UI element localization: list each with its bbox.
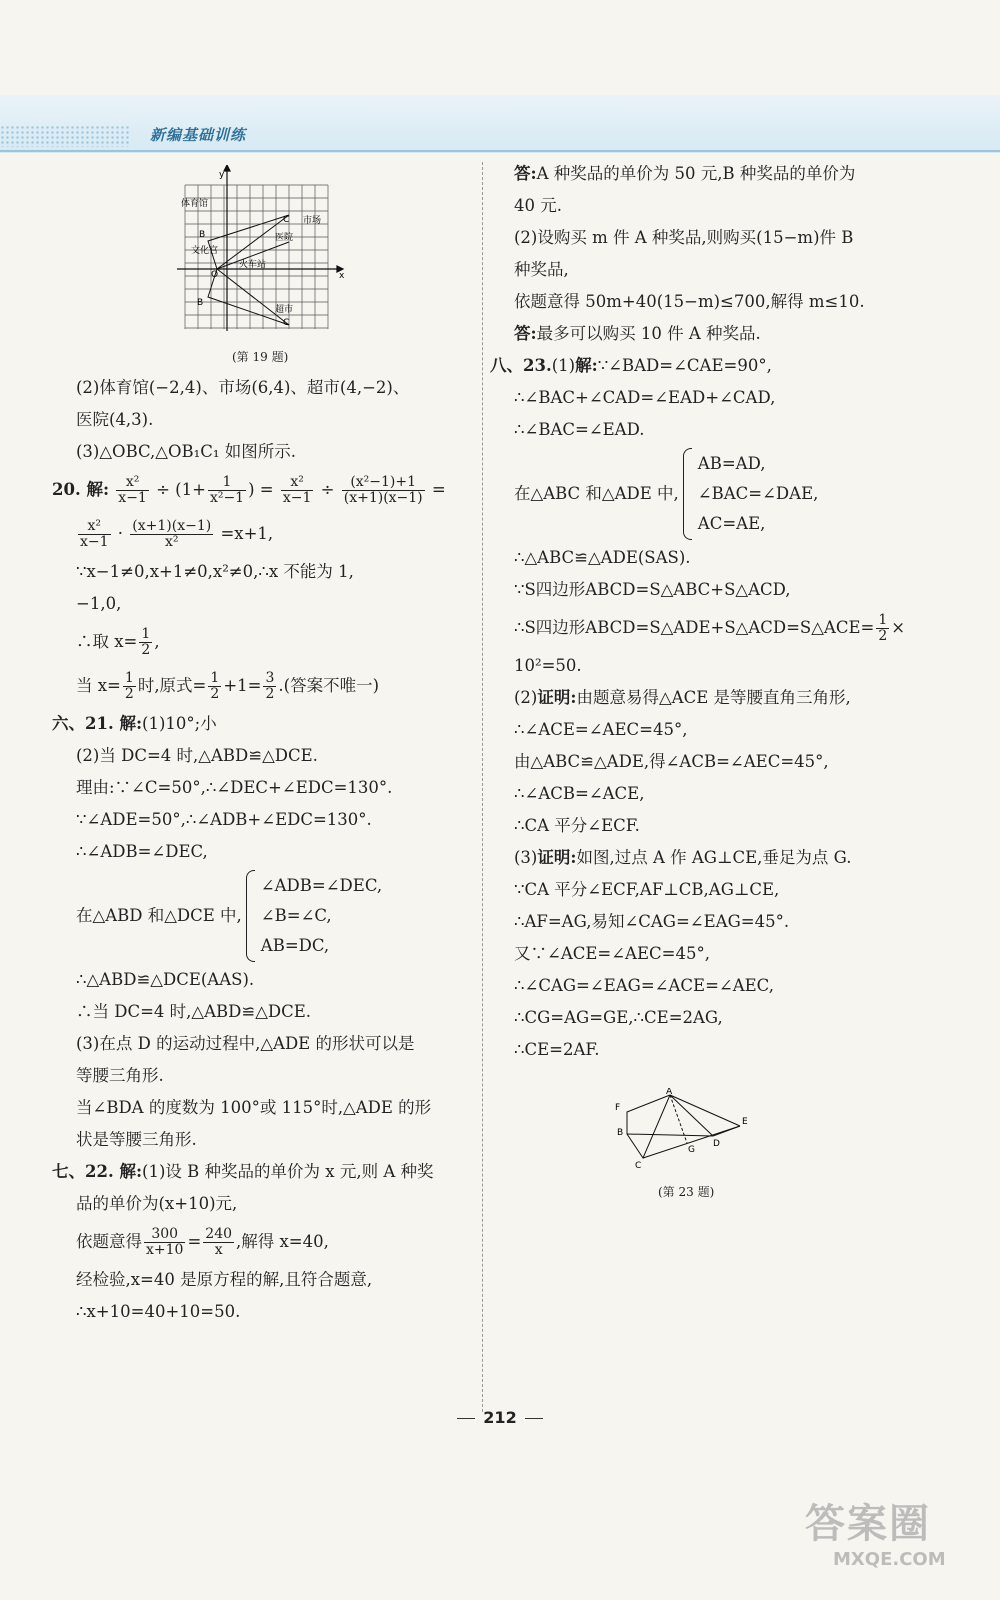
watermark (805, 1500, 985, 1590)
point-e-label: E (742, 1117, 748, 1127)
math-line: 当 x= $\frac{1}{2}$ 时,原式= $\frac{1}{2}$ +1= $\frac{3}{2}$ .(答案不唯一) (76, 670, 380, 702)
question-22-label: 七、22. 解: (52, 1162, 143, 1181)
point-c-label: C (635, 1161, 642, 1171)
math-line: 依题意得 $\frac{300}{x+10}$ = $\frac{240}{x}$ ,解得 x=40, (76, 1226, 329, 1258)
figure-23-geometry (615, 1088, 775, 1173)
point-g-label: G (688, 1145, 695, 1155)
question-23-line: 八、23.(1)解:∵∠BAD=∠CAE=90°, (490, 356, 772, 375)
text-line: ∴∠ACB=∠ACE, (514, 784, 645, 803)
text-line: ∴∠ACE=∠AEC=45°, (514, 720, 688, 739)
figure-19-caption: (第 19 题) (232, 350, 289, 364)
culture-palace-label: 文化宫 (191, 246, 219, 256)
point-a-label: A (666, 1088, 673, 1097)
fraction: $\frac{\text{(x²−1)+1}}{(x+1)(x-1)}$ (343, 474, 423, 506)
right-column (490, 158, 906, 1066)
text-line: 理由:∵∠C=50°,∴∠DEC+∠EDC=130°. (76, 778, 393, 797)
left-column (52, 372, 466, 1328)
math-line: ∴取 x= $\frac{1}{2}$ , (76, 626, 160, 658)
text-line: −1,0, (76, 594, 122, 613)
y-axis-label: y (219, 170, 225, 180)
text-line: 种奖品, (514, 260, 569, 279)
text-line: ∴CE=2AF. (514, 1040, 600, 1059)
text-line: ∵S四边形ABCD=S△ABC+S△ACD, (514, 580, 791, 599)
text-line: ∴CG=AG=GE,∴CE=2AG, (514, 1008, 723, 1027)
text-line: ∴AF=AG,易知∠CAG=∠EAG=45°. (514, 912, 790, 931)
hospital-label: 医院 (275, 233, 294, 243)
market-label: 市场 (303, 216, 322, 226)
fraction: $\frac{300}{x+10}$ (146, 1226, 184, 1258)
text-line: 由△ABC≌△ADE,得∠ACB=∠AEC=45°, (514, 752, 829, 771)
watermark-logo-text: 答案圈 (805, 1501, 931, 1547)
text-line: 答:最多可以购买 10 件 A 种奖品. (514, 324, 761, 343)
text-line: ∴∠ADB=∠DEC, (76, 842, 208, 861)
point-c1-label: C (283, 318, 290, 328)
text-line: (3)证明:如图,过点 A 作 AG⊥CE,垂足为点 G. (514, 848, 852, 867)
point-b-label: B (199, 230, 206, 240)
text-line: (3)△OBC,△OB₁C₁ 如图所示. (76, 442, 296, 461)
text-line: ∵∠ADE=50°,∴∠ADB+∠EDC=130°. (76, 810, 372, 829)
text-line: 答:A 种奖品的单价为 50 元,B 种奖品的单价为 (514, 164, 856, 183)
x-axis-label: x (339, 271, 345, 281)
text-line: ∴CA 平分∠ECF. (514, 816, 640, 835)
text-line: ∴∠BAC+∠CAD=∠EAD+∠CAD, (514, 388, 776, 407)
left-brace (246, 870, 255, 962)
fraction: $\frac{\text{x²}}{x-1}$ (80, 518, 109, 550)
text-line: ∴△ABD≌△DCE(AAS). (76, 970, 255, 989)
text-line: (2)当 DC=4 时,△ABD≌△DCE. (76, 746, 318, 765)
text-line: ∵x−1≠0,x+1≠0,x²≠0,∴x 不能为 1, (76, 562, 354, 581)
fraction: $\frac{1}{2}$ (124, 670, 134, 702)
text-line: 当∠BDA 的度数为 100°或 115°时,△ADE 的形 (76, 1098, 432, 1117)
text-line: 10²=50. (514, 656, 582, 675)
fraction: $\frac{3}{2}$ (265, 670, 275, 702)
text-line: (3)在点 D 的运动过程中,△ADE 的形状可以是 (76, 1034, 415, 1053)
column-divider (482, 162, 483, 1412)
text-line: (2)证明:由题意易得△ACE 是等腰直角三角形, (514, 688, 851, 707)
point-b1-label: B (197, 298, 204, 308)
watermark-url: MXQE.COM (833, 1549, 946, 1570)
origin-label: O (211, 270, 219, 280)
figure-19-coordinate-grid (175, 165, 355, 335)
point-d-label: D (713, 1139, 720, 1149)
header-rule (0, 150, 1000, 152)
text-line: ∴∠BAC=∠EAD. (514, 420, 645, 439)
text-line: 依题意得 50m+40(15−m)≤700,解得 m≤10. (514, 292, 865, 311)
text-line: 状是等腰三角形. (76, 1130, 197, 1149)
fraction: $\frac{1}{2}$ (878, 612, 888, 644)
text-line: ∴x+10=40+10=50. (76, 1302, 241, 1321)
supermarket-label: 超市 (275, 305, 294, 315)
text-line: 品的单价为(x+10)元, (76, 1194, 238, 1213)
text-line: ∴当 DC=4 时,△ABD≌△DCE. (76, 1002, 312, 1021)
header-dot-pattern (0, 125, 130, 147)
question-20-label: 20. 解: (52, 480, 110, 499)
question-21-label: 六、21. 解: (52, 714, 143, 733)
station-label: 火车站 (239, 260, 267, 270)
brace-system: 在△ABC 和△ADE 中, AB=AD, ∠BAC=∠DAE, AC=AE, (514, 446, 899, 542)
text-line: 40 元. (514, 196, 562, 215)
fraction: $\frac{240}{x}$ (205, 1226, 233, 1258)
point-b-label: B (617, 1128, 624, 1138)
question-21-line: 六、21. 解:(1)10°;小 (52, 714, 217, 733)
point-c-label: C (283, 215, 290, 225)
text-line: 又∵∠ACE=∠AEC=45°, (514, 944, 710, 963)
figure-23-caption: (第 23 题) (658, 1185, 715, 1199)
page-number: 212 (440, 1408, 560, 1427)
fraction: $\frac{1}{2}$ (210, 670, 220, 702)
text-line: (2)设购买 m 件 A 种奖品,则购买(15−m)件 B (514, 228, 854, 247)
text-line: 等腰三角形. (76, 1066, 164, 1085)
fraction: $\frac{1}{\text{x²−1}}$ (209, 474, 245, 506)
question-22-line: 七、22. 解:(1)设 B 种奖品的单价为 x 元,则 A 种奖 (52, 1162, 434, 1181)
text-line: ∵CA 平分∠ECF,AF⊥CB,AG⊥CE, (514, 880, 780, 899)
text-line: ∴∠CAG=∠EAG=∠ACE=∠AEC, (514, 976, 774, 995)
figure-lines (627, 1095, 740, 1158)
text-line: 医院(4,3). (76, 410, 154, 429)
brace-system: 在△ABD 和△DCE 中, ∠ADB=∠DEC, ∠B=∠C, AB=DC, (76, 868, 466, 964)
math-line: ∴S四边形ABCD=S△ADE+S△ACD=S△ACE= $\frac{1}{2}$ × (514, 612, 906, 644)
text-line: ∴△ABC≌△ADE(SAS). (514, 548, 691, 567)
text-line: (2)体育馆(−2,4)、市场(6,4)、超市(4,−2)、 (76, 378, 410, 397)
header-title: 新编基础训练 (150, 126, 247, 144)
left-brace (683, 448, 692, 540)
fraction: $\frac{\text{x²}}{x-1}$ (282, 474, 312, 506)
point-f-label: F (615, 1103, 621, 1113)
text-line: 经检验,x=40 是原方程的解,且符合题意, (76, 1270, 373, 1289)
fraction: $\frac{1}{2}$ (141, 626, 151, 658)
question-23-label: 八、23. (490, 356, 552, 375)
question-20-line: 20. 解: $\frac{\text{x²}}{x-1}$ ÷ (1+ $\frac{1}{\text{x²−1}}$ ) = $\frac{\text{x²}}{x-1}$ ÷ $\frac{\text{(x²−1)+1}}{(x+1)(x-1)}$ = (52, 474, 446, 506)
fraction: $\frac{\text{x²}}{x-1}$ (118, 474, 147, 506)
gym-label: 体育馆 (181, 199, 209, 209)
math-line: $\frac{\text{x²}}{x-1}$ · $\frac{(x+1)(x-1)}{\text{x²}}$ =x+1, (80, 518, 274, 550)
fraction: $\frac{(x+1)(x-1)}{\text{x²}}$ (132, 518, 212, 550)
